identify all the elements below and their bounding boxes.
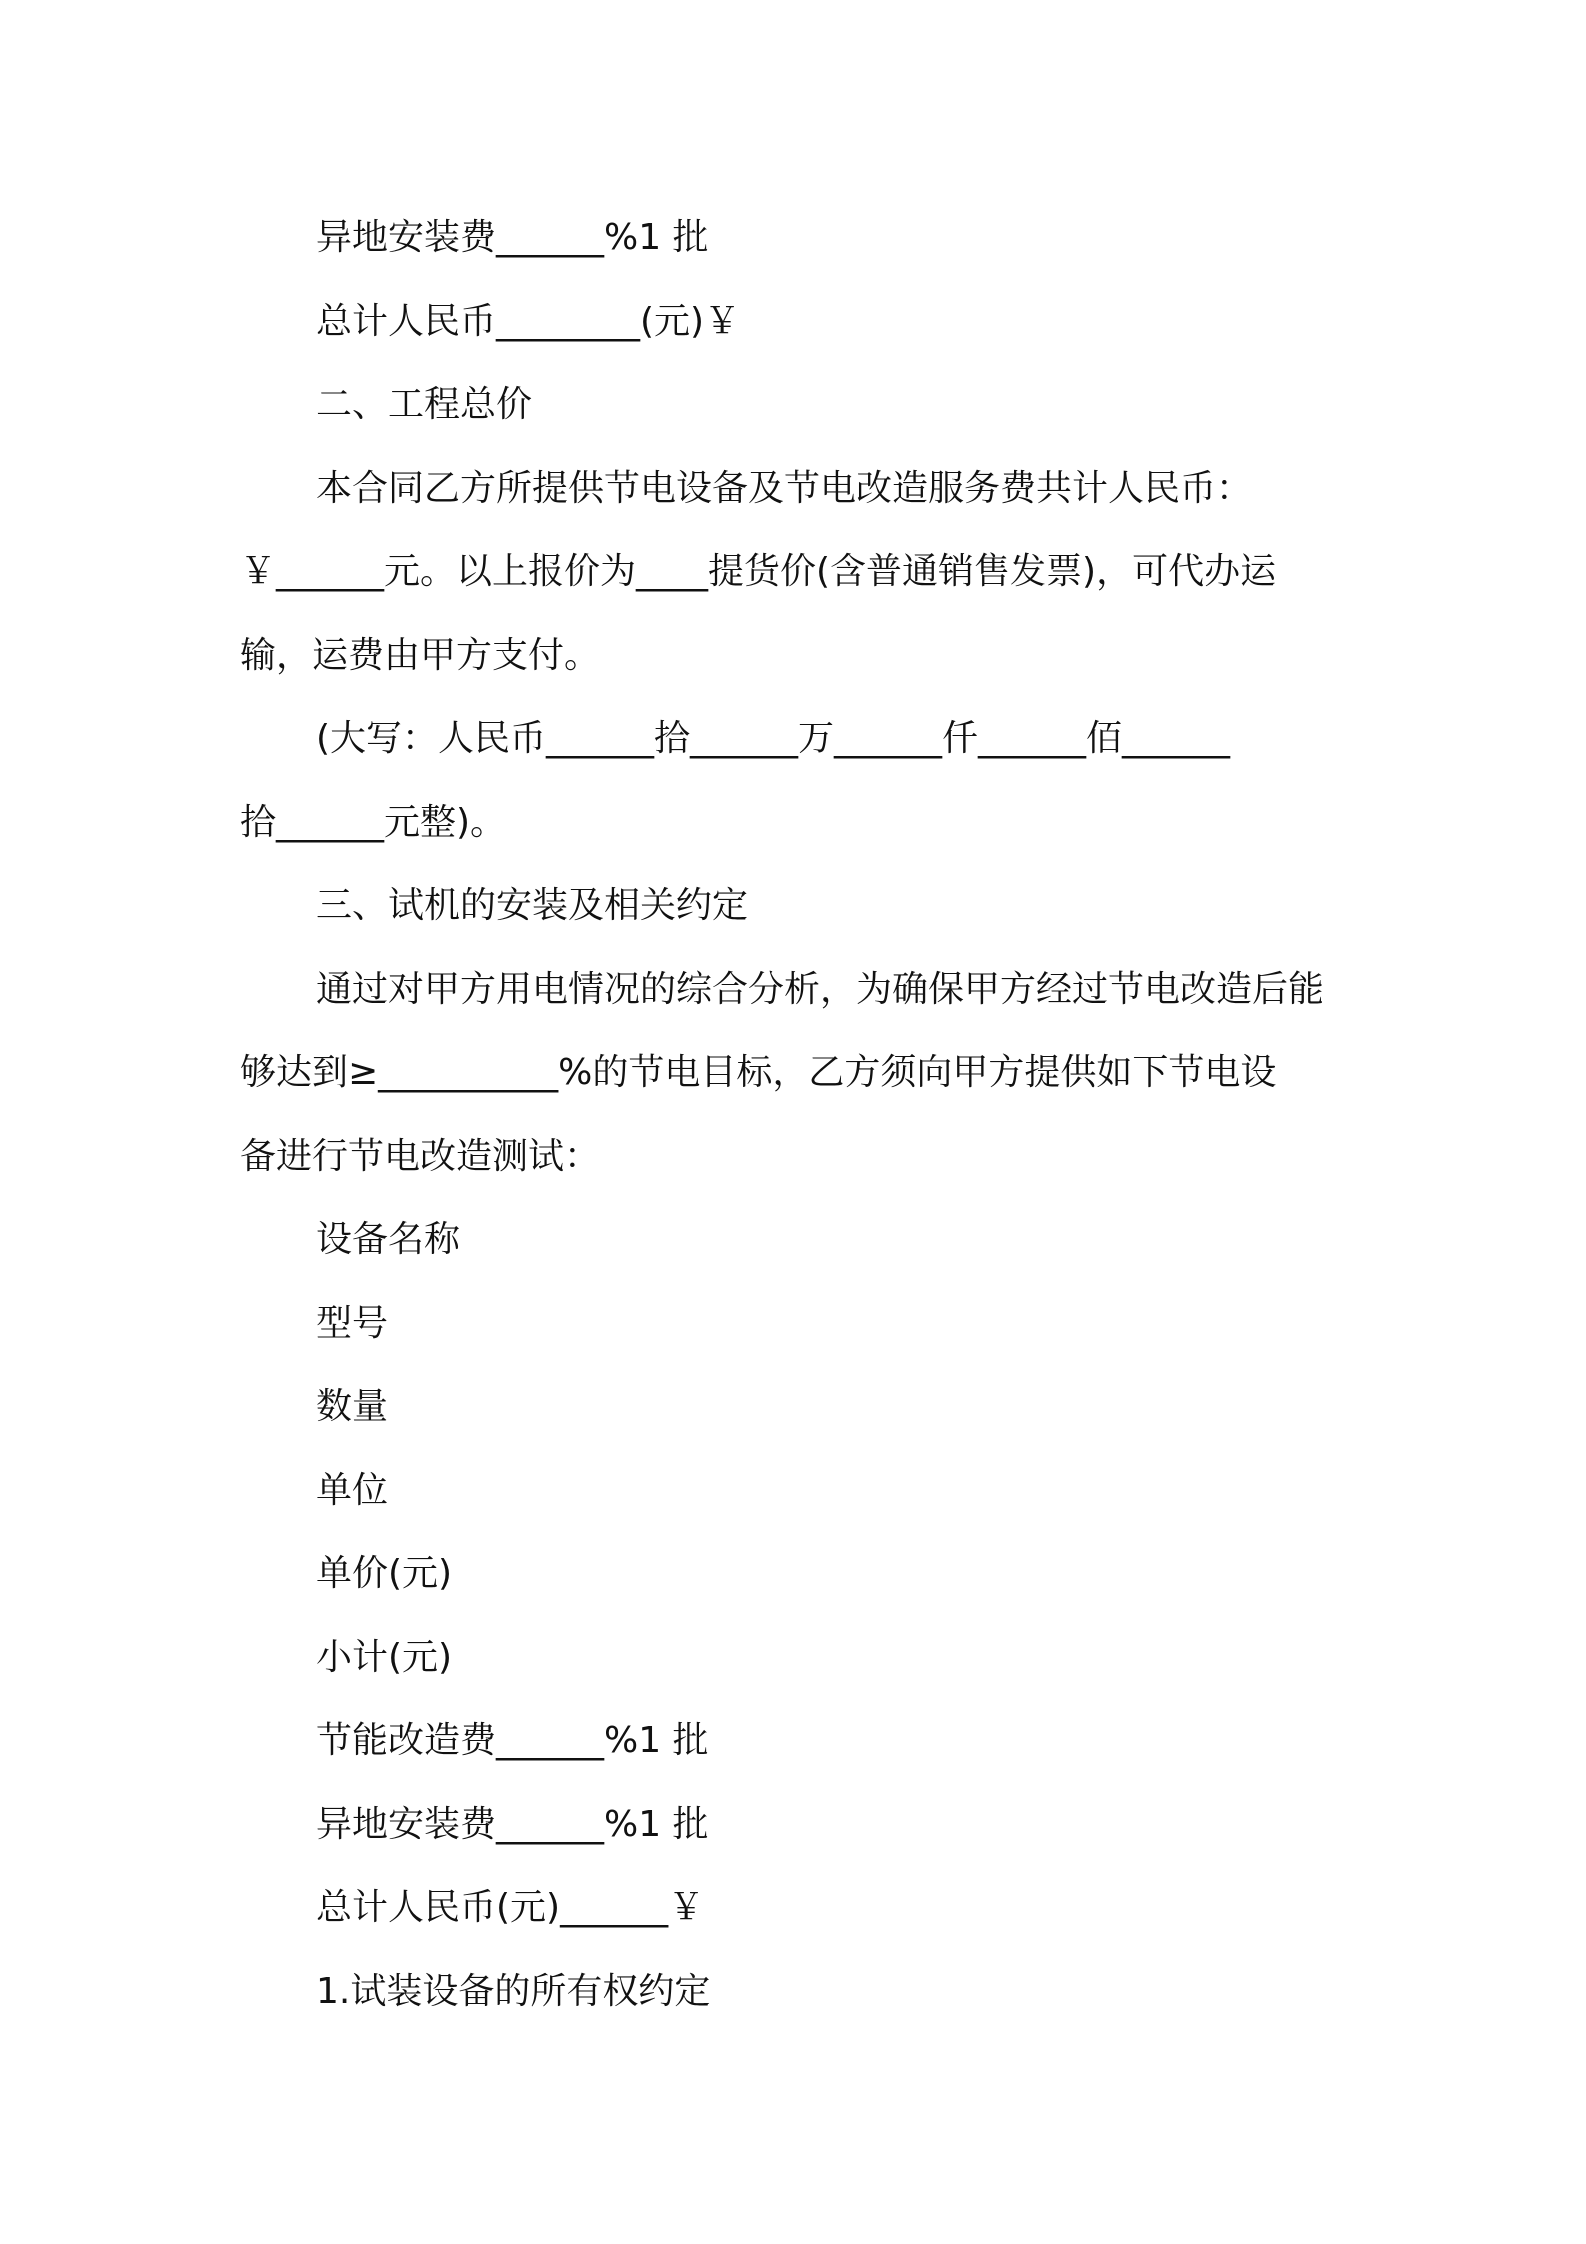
paragraph-line: 本合同乙方所提供节电设备及节电改造服务费共计人民币： (316, 467, 1253, 509)
list-item: 单位 (316, 1469, 389, 1511)
subsection-heading: 1.试装设备的所有权约定 (316, 1970, 711, 2012)
list-item: 总计人民币(元)______￥ (316, 1887, 705, 1928)
text-line: 总计人民币________(元)￥ (316, 300, 741, 342)
list-item: 节能改造费______%1 批 (316, 1720, 709, 1761)
paragraph-line: 拾______元整)。 (240, 801, 507, 843)
list-item: 单价(元) (316, 1553, 453, 1594)
list-item: 异地安装费______%1 批 (316, 1803, 709, 1845)
list-item: 数量 (316, 1386, 389, 1427)
paragraph-line: 备进行节电改造测试： (240, 1135, 601, 1177)
document-page (240, 196, 1350, 2033)
paragraph-line: ￥______元。以上报价为____提货价(含普通销售发票)，可代办运 (240, 551, 1277, 592)
text-line: 异地安装费______%1 批 (316, 217, 709, 258)
list-item: 型号 (316, 1302, 389, 1344)
paragraph-line: 通过对甲方用电情况的综合分析，为确保甲方经过节电改造后能 (316, 968, 1325, 1010)
list-item: 设备名称 (316, 1219, 461, 1260)
paragraph-line: 够达到≥__________%的节电目标，乙方须向甲方提供如下节电设 (240, 1052, 1277, 1093)
section-heading: 二、工程总价 (316, 384, 533, 425)
paragraph-line: 输，运费由甲方支付。 (240, 634, 601, 676)
section-heading: 三、试机的安装及相关约定 (316, 885, 749, 926)
list-item: 小计(元) (316, 1636, 453, 1678)
paragraph-line: (大写：人民币______拾______万______仟______佰______ (316, 718, 1231, 759)
